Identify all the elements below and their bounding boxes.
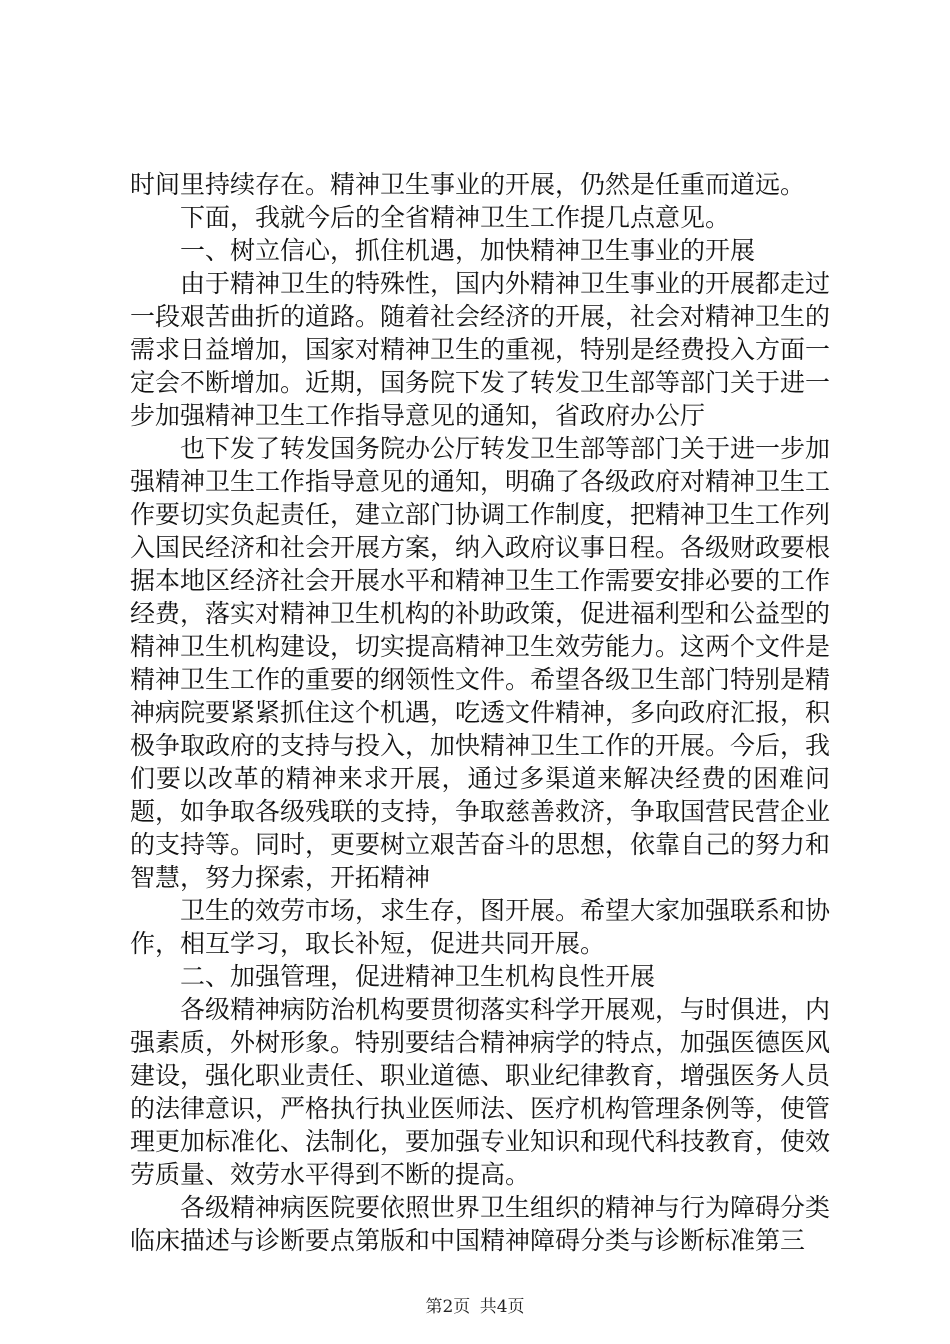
paragraph-1: 时间里持续存在。精神卫生事业的开展，仍然是任重而道远。 xyxy=(130,170,806,199)
document-body xyxy=(130,168,830,1257)
paragraph-3: 由于精神卫生的特殊性，国内外精神卫生事业的开展都走过一段艰苦曲折的道路。随着社会经济的开展，社会对精神卫生的需求日益增加，国家对精神卫生的重视，特别是经费投入方面一定会不断增加。近期，国务院下发了转发卫生部等部门关于进一步加强精神卫生工作指导意见的通知，省政府办公厅 xyxy=(130,269,831,430)
page-number: 第2页 xyxy=(425,1297,471,1317)
page-footer xyxy=(0,1292,950,1317)
paragraph-7: 各级精神病医院要依照世界卫生组织的精神与行为障碍分类临床描述与诊断要点第版和中国精神障碍分类与诊断标准第三 xyxy=(130,1193,831,1255)
total-pages: 共4页 xyxy=(479,1297,525,1317)
paragraph-6: 各级精神病防治机构要贯彻落实科学开展观，与时俱进，内强素质，外树形象。特别要结合精神病学的特点，加强医德医风建设，强化职业责任、职业道德、职业纪律教育，增强医务人员的法律意识，严格执行执业医师法、医疗机构管理条例等，使管理更加标准化、法制化，要加强专业知识和现代科技教育，使效劳质量、效劳水平得到不断的提高。 xyxy=(130,995,831,1189)
section-heading-1: 一、树立信心，抓住机遇，加快精神卫生事业的开展 xyxy=(180,236,756,265)
paragraph-4: 也下发了转发国务院办公厅转发卫生部等部门关于进一步加强精神卫生工作指导意见的通知，明确了各级政府对精神卫生工作要切实负起责任，建立部门协调工作制度，把精神卫生工作列入国民经济和社会开展方案，纳入政府议事日程。各级财政要根据本地区经济社会开展水平和精神卫生工作需要安排必要的工作经费，落实对精神卫生机构的补助政策，促进福利型和公益型的精神卫生机构建设，切实提高精神卫生效劳能力。这两个文件是精神卫生工作的重要的纲领性文件。希望各级卫生部门特别是精神病院要紧紧抓住这个机遇，吃透文件精神，多向政府汇报，积极争取政府的支持与投入，加快精神卫生工作的开展。今后，我们要以改革的精神来求开展，通过多渠道来解决经费的困难问题，如争取各级残联的支持，争取慈善救济，争取国营民营企业的支持等。同时，更要树立艰苦奋斗的思想，依靠自己的努力和智慧，努力探索，开拓精神 xyxy=(130,434,831,892)
paragraph-2: 下面，我就今后的全省精神卫生工作提几点意见。 xyxy=(180,203,731,232)
section-heading-2: 二、加强管理，促进精神卫生机构良性开展 xyxy=(180,962,656,991)
paragraph-5: 卫生的效劳市场，求生存，图开展。希望大家加强联系和协作，相互学习，取长补短，促进共同开展。 xyxy=(130,896,831,958)
